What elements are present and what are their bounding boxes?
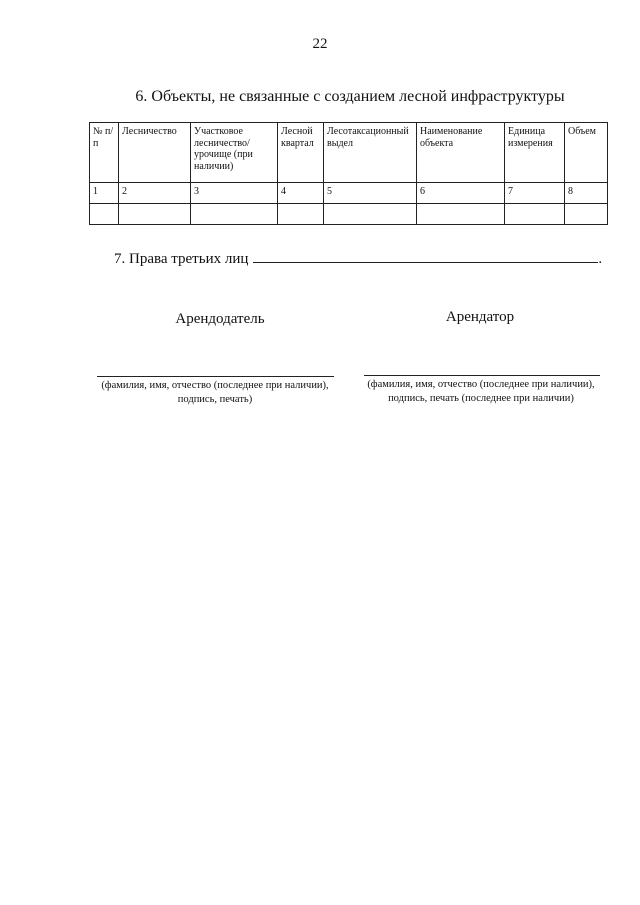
table-cell xyxy=(191,204,278,225)
table-cell xyxy=(90,204,119,225)
table-cell: 6 xyxy=(417,183,505,204)
table-cell: 5 xyxy=(324,183,417,204)
table-cell xyxy=(565,204,608,225)
section-7-suffix: . xyxy=(598,251,603,267)
table-cell xyxy=(505,204,565,225)
lessor-caption xyxy=(82,379,348,406)
lessor-caption-line-1: (фамилия, имя, отчество (последнее при наличии), xyxy=(101,380,329,391)
lessee-caption xyxy=(348,378,614,405)
header-cell-volume: Объем xyxy=(565,123,608,183)
table-cell: 8 xyxy=(565,183,608,204)
table-cell: 4 xyxy=(278,183,324,204)
lessor-caption-line-2: подпись, печать) xyxy=(177,393,253,405)
header-cell-unit: Единица измерения xyxy=(505,123,565,183)
page-number: 22 xyxy=(312,36,328,52)
table-row xyxy=(90,204,608,225)
table-cell: 7 xyxy=(505,183,565,204)
section-6-title: 6. Объекты, не связанные с созданием лесной инфраструктуры xyxy=(135,88,565,105)
table-cell xyxy=(417,204,505,225)
third-party-rights-blank-line xyxy=(253,248,598,263)
section-7-label: 7. Права третьих лиц xyxy=(114,251,249,267)
table-cell xyxy=(278,204,324,225)
header-cell-district-forestry: Участковое лесничество/ урочище (при наличии) xyxy=(191,123,278,183)
table-header-row xyxy=(90,123,608,183)
header-cell-number: № п/п xyxy=(90,123,119,183)
table-cell xyxy=(324,204,417,225)
table-cell xyxy=(119,204,191,225)
header-cell-forestry: Лесничество xyxy=(119,123,191,183)
lessor-signature-line xyxy=(97,376,334,377)
header-cell-object-name: Наименование объекта xyxy=(417,123,505,183)
header-cell-taxation-unit: Лесотаксационный выдел xyxy=(324,123,417,183)
lessee-signature-line xyxy=(364,375,600,376)
header-cell-forest-quarter: Лесной квартал xyxy=(278,123,324,183)
table-cell: 1 xyxy=(90,183,119,204)
lessee-caption-line-1: (фамилия, имя, отчество (последнее при наличии), xyxy=(367,379,595,390)
table-cell: 2 xyxy=(119,183,191,204)
lessor-title: Арендодатель xyxy=(175,311,265,327)
table-row xyxy=(90,183,608,204)
objects-table xyxy=(89,122,608,225)
lessee-title: Арендатор xyxy=(445,309,515,325)
section-7-third-party-rights xyxy=(114,248,602,268)
table-cell: 3 xyxy=(191,183,278,204)
lessee-caption-line-2: подпись, печать (последнее при наличии) xyxy=(388,392,574,404)
